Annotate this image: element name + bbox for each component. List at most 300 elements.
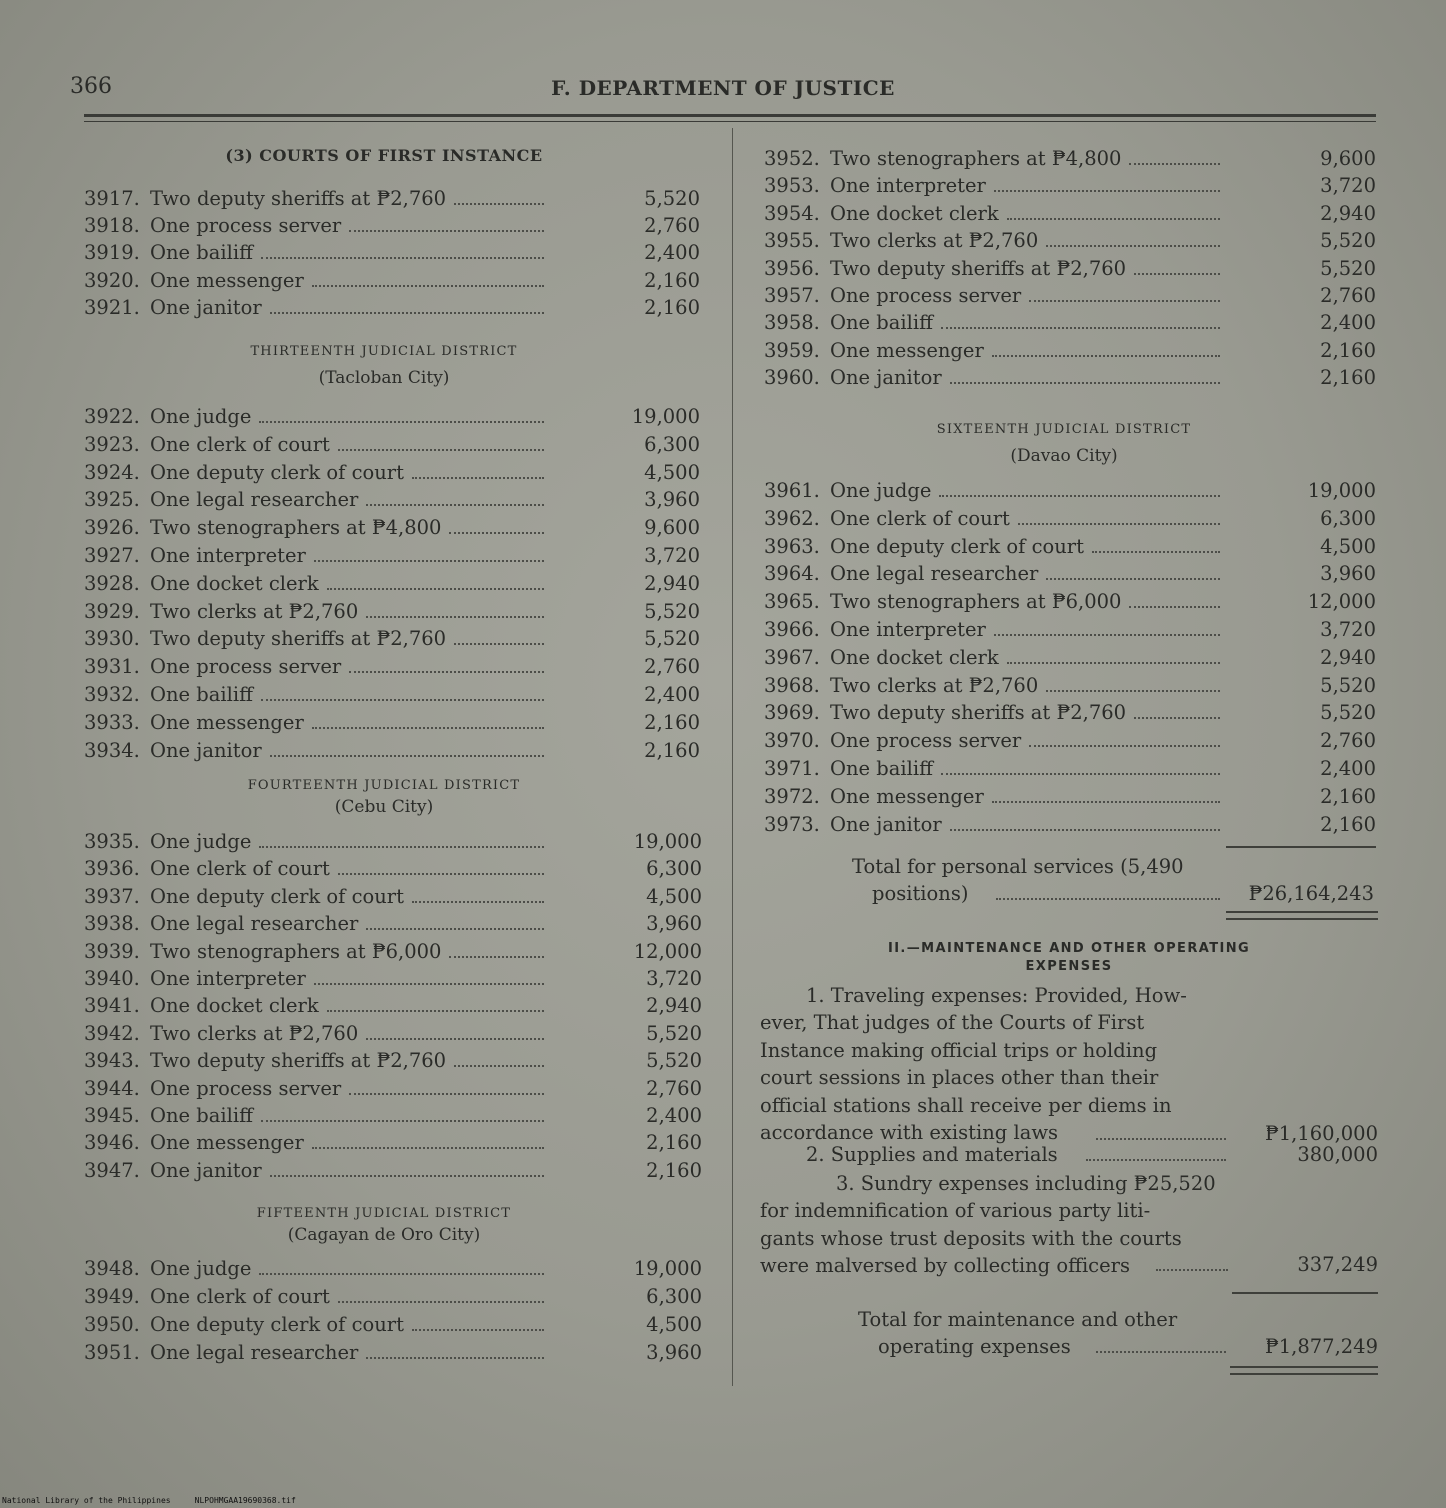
- table-row: [84, 268, 700, 294]
- item-amount: 3,960: [646, 1341, 702, 1364]
- item-description: One legal researcher: [150, 488, 359, 512]
- maintenance-total-line2: operating expenses ₱1,877,249: [878, 1335, 1378, 1358]
- item-number: 3968.: [764, 673, 820, 697]
- item-number: 3939.: [84, 939, 140, 963]
- item-description: One bailiff: [830, 757, 933, 780]
- section-title: (3) COURTS OF FIRST INSTANCE: [225, 146, 543, 165]
- table-row: [764, 478, 1376, 504]
- item-amount: 19,000: [633, 830, 702, 853]
- personal-total-amount: ₱26,164,243: [1248, 882, 1374, 905]
- item-number: 3963.: [764, 534, 820, 558]
- table-row: [84, 682, 700, 708]
- leader-dots: [1134, 273, 1220, 275]
- table-row: [84, 404, 700, 430]
- table-row: [84, 599, 700, 625]
- table-row: [84, 1312, 702, 1338]
- table-row: [84, 710, 700, 736]
- item-amount: 9,600: [644, 516, 700, 540]
- item-number: 3924.: [84, 460, 140, 484]
- item-description: Two clerks at ₱2,760: [150, 599, 359, 623]
- item-number: 3929.: [84, 599, 140, 623]
- item-amount: 3,720: [646, 967, 702, 990]
- district-heading-13: THIRTEENTH JUDICIAL DISTRICT: [250, 344, 518, 359]
- item-number: 3930.: [84, 627, 140, 651]
- item-description: One janitor: [150, 738, 262, 762]
- leader-dots: [950, 382, 1220, 384]
- item-amount: 2,760: [644, 214, 700, 238]
- leader-dots: [366, 928, 544, 930]
- item-description: One messenger: [150, 710, 304, 734]
- page-number: 366: [70, 74, 112, 99]
- item-number: 3943.: [84, 1049, 140, 1073]
- table-row: [84, 240, 700, 266]
- item-amount: 2,160: [644, 295, 700, 319]
- table-row: [84, 295, 700, 321]
- leader-dots: [259, 1273, 544, 1275]
- item-number: 3926.: [84, 516, 140, 540]
- item-description: One deputy clerk of court: [150, 460, 404, 484]
- leader-dots: [312, 727, 544, 729]
- leader-dots: [270, 312, 544, 314]
- table-row: [84, 966, 702, 992]
- item-description: One judge: [150, 830, 252, 853]
- header-rule-thin: [84, 121, 1376, 122]
- traveling-expenses-paragraph: 1. Traveling expenses: Provided, How- ever, That judges of the Courts of First Instance making official trips or holding court sessions in places other than their official stations shall receive per diems in accordance with existing laws: [760, 984, 1187, 1144]
- leader-dots: [454, 203, 544, 205]
- item-amount: 2,400: [1320, 311, 1376, 335]
- item-number: 3927.: [84, 544, 140, 567]
- item-amount: 5,520: [646, 1049, 702, 1073]
- leader-dots: [449, 956, 544, 958]
- item-number: 3955.: [764, 229, 820, 253]
- leader-dots: [939, 495, 1220, 497]
- personal-total-line1: Total for personal services (5,490: [852, 855, 1184, 878]
- item-amount: 2,160: [1320, 338, 1376, 362]
- item-number: 3959.: [764, 338, 820, 362]
- leader-dots: [994, 634, 1220, 636]
- item-description: One clerk of court: [150, 1285, 330, 1308]
- item-amount: 5,520: [644, 187, 700, 210]
- item-amount: 3,960: [646, 912, 702, 936]
- item-number: 3956.: [764, 256, 820, 280]
- item-amount: 2,160: [1320, 366, 1376, 390]
- table-row: [84, 543, 700, 569]
- item-amount: 2,940: [1320, 645, 1376, 669]
- item-description: One judge: [150, 405, 252, 428]
- leader-dots: [314, 560, 544, 562]
- item-amount: 4,500: [644, 460, 700, 484]
- table-row: [764, 506, 1376, 532]
- item-amount: 4,500: [646, 1313, 702, 1336]
- leader-dots: [412, 901, 544, 903]
- table-row: [84, 911, 702, 937]
- item-description: One process server: [150, 214, 342, 238]
- item-amount: 2,160: [646, 1131, 702, 1155]
- item-description: One interpreter: [830, 174, 986, 198]
- item-description: One clerk of court: [150, 857, 330, 881]
- item-description: One janitor: [830, 812, 942, 836]
- table-row: [84, 515, 700, 541]
- item-number: 3960.: [764, 366, 820, 390]
- leader-dots: [950, 829, 1220, 831]
- item-number: 3944.: [84, 1076, 140, 1100]
- item-amount: 5,520: [1320, 256, 1376, 280]
- item-amount: 6,300: [646, 1285, 702, 1308]
- item-amount: 12,000: [1307, 590, 1376, 614]
- district-heading-14: FOURTEENTH JUDICIAL DISTRICT: [247, 778, 521, 793]
- item-description: One legal researcher: [150, 1341, 359, 1364]
- table-row: [764, 201, 1376, 227]
- table-row: [84, 856, 702, 882]
- item-description: One janitor: [150, 295, 262, 319]
- table-row: [84, 1076, 702, 1102]
- item-amount: 6,300: [644, 432, 700, 456]
- leader-dots: [449, 532, 544, 534]
- leader-dots: [366, 504, 544, 506]
- item-amount: 19,000: [1307, 479, 1376, 502]
- table-row: [84, 1284, 702, 1310]
- item-description: Two stenographers at ₱4,800: [830, 147, 1122, 170]
- item-number: 3945.: [84, 1104, 140, 1127]
- item-description: One deputy clerk of court: [150, 884, 404, 908]
- total-double-rule: [1226, 911, 1378, 920]
- item-amount: 4,500: [1320, 534, 1376, 558]
- item-description: One clerk of court: [150, 432, 330, 456]
- item-amount: 6,300: [646, 857, 702, 881]
- table-row: [84, 738, 700, 764]
- leader-dots: [1007, 662, 1220, 664]
- item-amount: 2,160: [1320, 784, 1376, 808]
- table-row: [84, 186, 700, 212]
- item-amount: 2,160: [646, 1158, 702, 1182]
- table-row: [84, 1256, 702, 1282]
- leader-dots: [327, 588, 544, 590]
- item-number: 3937.: [84, 884, 140, 908]
- table-row: [84, 571, 700, 597]
- item-number: 3961.: [764, 479, 820, 502]
- leader-dots: [261, 1120, 544, 1122]
- item-description: One legal researcher: [830, 562, 1039, 586]
- item-description: One messenger: [150, 1131, 304, 1155]
- table-row: [84, 1021, 702, 1047]
- item-description: One bailiff: [150, 683, 253, 706]
- table-row: [764, 146, 1376, 172]
- leader-dots: [454, 1065, 544, 1067]
- item-number: 3919.: [84, 241, 140, 265]
- item-number: 3928.: [84, 571, 140, 595]
- item-amount: 12,000: [633, 939, 702, 963]
- item-description: Two clerks at ₱2,760: [830, 673, 1039, 697]
- leader-dots: [1046, 245, 1220, 247]
- table-row: [84, 460, 700, 486]
- item-number: 3962.: [764, 506, 820, 530]
- sundry-amount-row: 337,249: [1156, 1252, 1378, 1278]
- item-number: 3973.: [764, 812, 820, 836]
- table-row: [764, 338, 1376, 364]
- leader-dots: [992, 801, 1220, 803]
- table-row: [764, 645, 1376, 671]
- item-amount: 2,940: [646, 994, 702, 1018]
- item-amount: 2,760: [644, 655, 700, 679]
- leader-dots: [261, 257, 544, 259]
- table-row: [764, 173, 1376, 199]
- item-description: One docket clerk: [150, 994, 319, 1018]
- item-number: 3972.: [764, 784, 820, 808]
- item-amount: 5,520: [1320, 673, 1376, 697]
- leader-dots: [312, 285, 544, 287]
- table-row: [84, 213, 700, 239]
- item-description: One janitor: [150, 1158, 262, 1182]
- item-description: One process server: [150, 655, 342, 679]
- leader-dots: [259, 421, 544, 423]
- item-description: Two deputy sheriffs at ₱2,760: [150, 627, 447, 651]
- table-row: [84, 939, 702, 965]
- leader-dots: [1129, 163, 1220, 165]
- item-number: 3949.: [84, 1285, 140, 1308]
- item-description: Two stenographers at ₱6,000: [150, 939, 442, 963]
- item-amount: 5,520: [644, 627, 700, 651]
- item-amount: 2,940: [644, 571, 700, 595]
- item-amount: 19,000: [631, 405, 700, 428]
- leader-dots: [349, 230, 544, 232]
- maintenance-heading: II.—MAINTENANCE AND OTHER OPERATING EXPENSES: [887, 941, 1251, 974]
- leader-dots: [366, 616, 544, 618]
- table-row: [764, 784, 1376, 810]
- item-number: 3936.: [84, 857, 140, 881]
- header-rule: [84, 114, 1376, 117]
- item-description: One clerk of court: [830, 506, 1010, 530]
- item-amount: 2,400: [1320, 757, 1376, 780]
- item-number: 3932.: [84, 683, 140, 706]
- item-number: 3971.: [764, 757, 820, 780]
- table-row: [764, 673, 1376, 699]
- item-number: 3942.: [84, 1021, 140, 1045]
- leader-dots: [327, 1010, 544, 1012]
- table-row: [764, 534, 1376, 560]
- table-row: [84, 626, 700, 652]
- item-description: One legal researcher: [150, 912, 359, 936]
- leader-dots: [261, 699, 544, 701]
- item-number: 3934.: [84, 738, 140, 762]
- leader-dots: [314, 983, 544, 985]
- table-row: [84, 993, 702, 1019]
- leader-dots: [1007, 218, 1220, 220]
- personal-total-line2: positions) ₱26,164,243: [872, 882, 1374, 905]
- item-amount: 3,720: [1320, 618, 1376, 641]
- table-row: [764, 561, 1376, 587]
- leader-dots: [312, 1147, 544, 1149]
- leader-dots: [941, 773, 1220, 775]
- table-row: [764, 310, 1376, 336]
- leader-dots: [338, 873, 544, 875]
- item-description: One process server: [150, 1076, 342, 1100]
- table-row: [84, 1340, 702, 1366]
- item-description: Two deputy sheriffs at ₱2,760: [150, 187, 447, 210]
- item-number: 3969.: [764, 701, 820, 725]
- item-amount: 2,160: [644, 268, 700, 292]
- leader-dots: [1046, 690, 1220, 692]
- item-number: 3921.: [84, 295, 140, 319]
- table-row: [84, 1103, 702, 1129]
- leader-dots: [366, 1038, 544, 1040]
- item-amount: 6,300: [1320, 506, 1376, 530]
- leader-dots: [338, 449, 544, 451]
- item-description: Two clerks at ₱2,760: [830, 229, 1039, 253]
- item-description: One judge: [830, 479, 932, 502]
- district-city-14: (Cebu City): [334, 797, 434, 817]
- item-number: 3917.: [84, 187, 140, 210]
- item-amount: 4,500: [646, 884, 702, 908]
- item-number: 3948.: [84, 1257, 140, 1280]
- item-number: 3964.: [764, 562, 820, 586]
- leader-dots: [454, 643, 544, 645]
- item-number: 3958.: [764, 311, 820, 335]
- item-number: 3950.: [84, 1313, 140, 1336]
- item-description: One interpreter: [150, 544, 306, 567]
- subtotal-rule: [1226, 846, 1376, 848]
- table-row: [84, 432, 700, 458]
- table-row: [764, 617, 1376, 643]
- scan-footer: National Library of the Philippines NLPOHMGAA19690368.tif: [2, 1496, 296, 1505]
- leader-dots: [1029, 745, 1220, 747]
- table-row: [764, 812, 1376, 838]
- item-number: 3923.: [84, 432, 140, 456]
- item-number: 3951.: [84, 1341, 140, 1364]
- sundry-expenses-paragraph: 3. Sundry expenses including ₱25,520 for indemnification of various party liti- gants whose trust deposits with the courts were malversed by collecting officers: [760, 1172, 1216, 1278]
- leader-dots: [412, 477, 544, 479]
- item-description: One process server: [830, 729, 1022, 753]
- leader-dots: [1092, 551, 1220, 553]
- leader-dots: [270, 1175, 544, 1177]
- item-amount: 9,600: [1320, 147, 1376, 170]
- table-row: [84, 1158, 702, 1184]
- district-heading-15: FIFTEENTH JUDICIAL DISTRICT: [256, 1206, 512, 1221]
- item-number: 3922.: [84, 405, 140, 428]
- item-description: One docket clerk: [830, 645, 999, 669]
- table-row: [764, 756, 1376, 782]
- district-city-16: (Davao City): [1010, 446, 1118, 466]
- item-amount: 2,400: [644, 683, 700, 706]
- table-row: [84, 1048, 702, 1074]
- item-number: 3954.: [764, 201, 820, 225]
- leader-dots: [1129, 606, 1220, 608]
- item-number: 3952.: [764, 147, 820, 170]
- table-row: [764, 256, 1376, 282]
- item-description: Two stenographers at ₱6,000: [830, 590, 1122, 614]
- item-amount: 3,960: [1320, 562, 1376, 586]
- item-amount: 2,400: [644, 241, 700, 265]
- leader-dots: [992, 355, 1220, 357]
- item-amount: 2,160: [1320, 812, 1376, 836]
- item-description: One bailiff: [150, 1104, 253, 1127]
- table-row: [84, 1130, 702, 1156]
- item-description: One interpreter: [830, 618, 986, 641]
- table-row: [84, 884, 702, 910]
- traveling-expenses-amount-row: ₱1,160,000: [1096, 1121, 1378, 1147]
- item-description: One docket clerk: [830, 201, 999, 225]
- item-description: One process server: [830, 284, 1022, 307]
- leader-dots: [338, 1301, 544, 1303]
- item-number: 3935.: [84, 830, 140, 853]
- item-description: One messenger: [830, 338, 984, 362]
- table-row: [764, 700, 1376, 726]
- leader-dots: [1046, 578, 1220, 580]
- item-description: One deputy clerk of court: [830, 534, 1084, 558]
- item-amount: 2,160: [644, 738, 700, 762]
- leader-dots: [349, 1093, 544, 1095]
- district-heading-16: SIXTEENTH JUDICIAL DISTRICT: [936, 422, 1192, 437]
- item-description: Two deputy sheriffs at ₱2,760: [830, 701, 1127, 725]
- item-number: 3920.: [84, 268, 140, 292]
- item-number: 3970.: [764, 729, 820, 753]
- table-row: [764, 728, 1376, 754]
- item-amount: 5,520: [1320, 229, 1376, 253]
- item-amount: 2,160: [644, 710, 700, 734]
- item-amount: 2,940: [1320, 201, 1376, 225]
- item-number: 3966.: [764, 618, 820, 641]
- item-description: Two clerks at ₱2,760: [150, 1021, 359, 1045]
- item-amount: 3,720: [644, 544, 700, 567]
- item-number: 3918.: [84, 214, 140, 238]
- item-number: 3938.: [84, 912, 140, 936]
- leader-dots: [1029, 300, 1220, 302]
- item-amount: 3,720: [1320, 174, 1376, 198]
- table-row: [84, 829, 702, 855]
- item-description: One interpreter: [150, 967, 306, 990]
- item-number: 3940.: [84, 967, 140, 990]
- column-divider: [732, 128, 733, 1386]
- item-description: Two stenographers at ₱4,800: [150, 516, 442, 540]
- item-number: 3933.: [84, 710, 140, 734]
- item-amount: 2,760: [646, 1076, 702, 1100]
- leader-dots: [1018, 523, 1220, 525]
- leader-dots: [366, 1357, 544, 1359]
- table-row: [764, 283, 1376, 309]
- district-city-13: (Tacloban City): [318, 368, 450, 388]
- item-description: One bailiff: [150, 241, 253, 265]
- maintenance-double-rule: [1230, 1366, 1378, 1375]
- maintenance-total-amount: ₱1,877,249: [1264, 1335, 1378, 1358]
- leader-dots: [994, 190, 1220, 192]
- leader-dots: [349, 671, 544, 673]
- item-number: 3957.: [764, 284, 820, 307]
- item-number: 3953.: [764, 174, 820, 198]
- item-description: One judge: [150, 1257, 252, 1280]
- item-number: 3931.: [84, 655, 140, 679]
- item-description: One janitor: [830, 366, 942, 390]
- item-amount: 5,520: [646, 1021, 702, 1045]
- item-number: 3941.: [84, 994, 140, 1018]
- item-description: One deputy clerk of court: [150, 1313, 404, 1336]
- page-header: F. DEPARTMENT OF JUSTICE: [551, 76, 895, 100]
- item-description: Two deputy sheriffs at ₱2,760: [150, 1049, 447, 1073]
- item-number: 3965.: [764, 590, 820, 614]
- leader-dots: [259, 846, 544, 848]
- table-row: [84, 487, 700, 513]
- leader-dots: [412, 1329, 544, 1331]
- leader-dots: [941, 327, 1220, 329]
- item-number: 3946.: [84, 1131, 140, 1155]
- item-description: Two deputy sheriffs at ₱2,760: [830, 256, 1127, 280]
- table-row: [764, 228, 1376, 254]
- maintenance-total-line1: Total for maintenance and other: [858, 1308, 1178, 1331]
- item-amount: 2,760: [1320, 729, 1376, 753]
- item-amount: 2,400: [646, 1104, 702, 1127]
- item-number: 3925.: [84, 488, 140, 512]
- item-amount: 5,520: [644, 599, 700, 623]
- leader-dots: [1134, 717, 1220, 719]
- table-row: [84, 654, 700, 680]
